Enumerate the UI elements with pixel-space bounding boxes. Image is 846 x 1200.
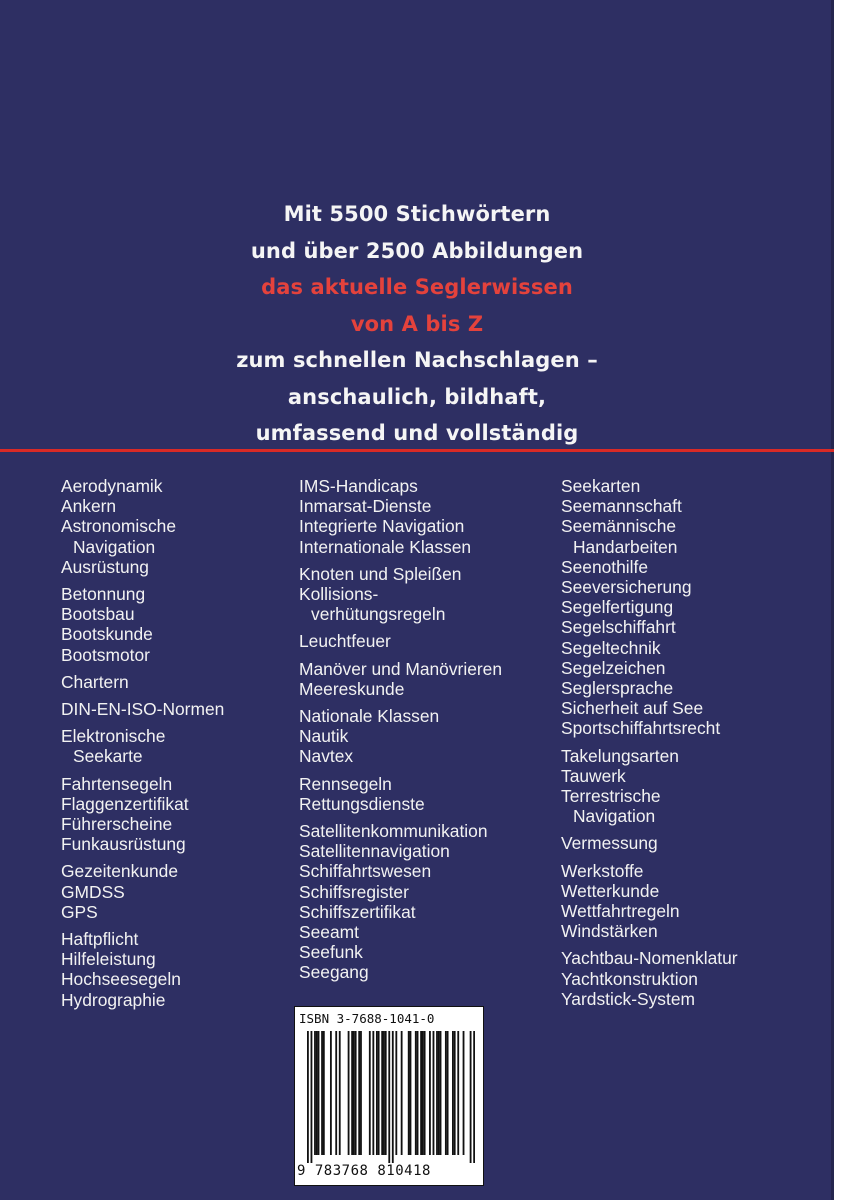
keyword-item: Werkstoffe — [561, 860, 644, 881]
keyword-item: Schiffahrtswesen — [299, 861, 432, 882]
keyword-group — [61, 584, 224, 665]
keyword-item: Fahrtensegeln — [61, 773, 173, 794]
keyword-item: Ankern — [61, 496, 117, 517]
isbn-label: ISBN 3-7688-1041-0 — [299, 1011, 435, 1026]
barcode-bar — [438, 1031, 440, 1155]
keyword-item: Seeversicherung — [561, 577, 692, 598]
keyword-group — [299, 706, 502, 767]
barcode-bar — [330, 1031, 332, 1155]
keyword-item: Kollisions- — [299, 584, 379, 605]
barcode-bar — [376, 1031, 378, 1155]
keyword-item: Nationale Klassen — [299, 706, 440, 727]
red-divider-line — [0, 449, 834, 452]
keyword-item: Betonnung — [61, 584, 146, 605]
keyword-group — [299, 631, 502, 651]
barcode-bar — [445, 1031, 447, 1155]
barcode-bar — [355, 1031, 357, 1155]
keyword-item: Wettfahrtregeln — [561, 901, 680, 922]
blurb-line-3-highlight: das aktuelle Seglerwissen — [261, 275, 573, 299]
barcode-bar — [454, 1031, 456, 1155]
keyword-item: Rettungsdienste — [299, 793, 425, 814]
keyword-item: Gezeitenkunde — [61, 861, 178, 882]
barcode-bar — [417, 1031, 419, 1155]
keyword-item: Seenothilfe — [561, 556, 649, 577]
keyword-item: Seemannschaft — [561, 496, 682, 517]
keyword-item: Navigation — [573, 806, 656, 827]
blurb-line-2: und über 2500 Abbildungen — [250, 238, 584, 263]
keyword-group — [561, 948, 738, 1009]
blurb-line-6: anschaulich, bildhaft, — [287, 384, 547, 409]
keyword-item: Vermessung — [561, 833, 658, 854]
keyword-group — [61, 726, 224, 766]
barcode-bar — [316, 1031, 318, 1155]
barcode-bar — [339, 1031, 341, 1155]
cover-blurb — [0, 196, 834, 452]
barcode-bar — [360, 1031, 362, 1155]
barcode-bar — [311, 1031, 313, 1163]
blurb-line-4-highlight: von A bis Z — [350, 311, 484, 336]
keyword-item: Satellitennavigation — [299, 841, 450, 862]
keyword-item: Satellitenkommunikation — [299, 821, 488, 842]
barcode-bar — [348, 1031, 350, 1155]
barcode-bar — [470, 1031, 472, 1163]
keyword-item: Hydrographie — [61, 989, 166, 1010]
keyword-column-1 — [61, 476, 224, 1017]
barcode-bars — [307, 1031, 475, 1163]
keyword-group — [299, 821, 502, 983]
keyword-group — [61, 774, 224, 855]
barcode-bar — [307, 1031, 309, 1163]
keyword-item: Segeltechnik — [561, 637, 661, 658]
keyword-group — [299, 564, 502, 625]
keyword-item: Seegang — [299, 962, 369, 983]
keyword-column-3 — [561, 476, 738, 1016]
keyword-item: Meereskunde — [299, 678, 405, 699]
barcode-bar — [351, 1031, 353, 1155]
keyword-item: Hilfeleistung — [61, 949, 156, 970]
keyword-item: Flaggenzertifikat — [61, 793, 189, 814]
keyword-item: Leuchtfeuer — [299, 631, 391, 652]
keyword-item: Sicherheit auf See — [561, 698, 704, 719]
barcode-bar — [323, 1031, 325, 1155]
keyword-item: Astronomische — [61, 516, 177, 537]
keyword-item: Internationale Klassen — [299, 536, 472, 557]
blurb-line-1: Mit 5500 Stichwörtern — [283, 202, 551, 226]
keyword-item: Sportschiffahrtsrecht — [561, 718, 721, 739]
keyword-item: Bootsbau — [61, 604, 135, 625]
keyword-group — [561, 746, 738, 827]
barcode-bar — [318, 1031, 320, 1155]
keyword-item: Hochseesegeln — [61, 969, 181, 990]
keyword-group — [299, 774, 502, 814]
keyword-item: Seekarte — [73, 746, 143, 767]
keyword-group — [61, 672, 224, 692]
keyword-item: Bootskunde — [61, 624, 153, 645]
barcode-bar — [395, 1031, 397, 1155]
blurb-line-7: umfassend und vollständig — [255, 421, 579, 445]
keyword-item: Funkausrüstung — [61, 834, 186, 855]
keyword-item: Führerscheine — [61, 814, 173, 835]
barcode-bar — [388, 1031, 390, 1163]
barcode-bar — [408, 1031, 410, 1155]
barcode-bar — [314, 1031, 316, 1155]
keyword-item: Seeamt — [299, 922, 359, 943]
barcode-bar — [457, 1031, 459, 1155]
keyword-item: Segelfertigung — [561, 597, 674, 618]
keyword-item: Segelschiffahrt — [561, 617, 676, 638]
keyword-item: Manöver und Manövrieren — [299, 658, 502, 679]
barcode-bar — [321, 1031, 323, 1155]
barcode-bar — [420, 1031, 422, 1155]
barcode-bar — [415, 1031, 417, 1155]
keyword-item: Yardstick-System — [561, 988, 695, 1009]
barcode-bar — [335, 1031, 337, 1155]
barcode-bar — [463, 1031, 465, 1155]
keyword-item: Rennsegeln — [299, 773, 392, 794]
keyword-item: DIN-EN-ISO-Normen — [61, 699, 225, 720]
keyword-item: Elektronische — [61, 726, 166, 747]
keyword-group — [299, 659, 502, 699]
keyword-group — [61, 476, 224, 577]
barcode-bar — [401, 1031, 403, 1155]
barcode-bar — [429, 1031, 431, 1155]
keyword-item: Schiffsregister — [299, 881, 409, 902]
barcode-bar — [436, 1031, 438, 1155]
keyword-item: Bootsmotor — [61, 644, 150, 665]
keyword-item: Knoten und Spleißen — [299, 563, 462, 584]
keyword-item: Seglersprache — [561, 678, 674, 699]
keyword-item: IMS-Handicaps — [299, 476, 418, 496]
keyword-item: Schiffszertifikat — [299, 901, 416, 922]
keyword-item: Ausrüstung — [61, 556, 149, 577]
keyword-item: Seemännische — [561, 516, 677, 537]
keyword-item: Haftpflicht — [61, 929, 139, 950]
keyword-item: Terrestrische — [561, 786, 661, 807]
keyword-item: Aerodynamik — [61, 476, 163, 496]
barcode-bar — [383, 1031, 385, 1155]
barcode-bar — [410, 1031, 412, 1155]
barcode-bar — [422, 1031, 424, 1155]
barcode-bar — [372, 1031, 374, 1155]
barcode-bar — [392, 1031, 394, 1163]
keyword-group — [61, 699, 224, 719]
keyword-item: Yachtkonstruktion — [561, 968, 698, 989]
keyword-item: Tauwerk — [561, 765, 626, 786]
keyword-item: Inmarsat-Dienste — [299, 496, 432, 517]
keyword-item: Windstärken — [561, 921, 658, 942]
barcode-bar — [447, 1031, 449, 1155]
keyword-item: Chartern — [61, 671, 129, 692]
isbn-barcode — [294, 1006, 484, 1186]
keyword-item: Nautik — [299, 726, 349, 747]
keyword-item: Seekarten — [561, 476, 641, 496]
keyword-item: Handarbeiten — [573, 536, 678, 557]
keyword-group — [61, 929, 224, 1010]
keyword-group — [61, 861, 224, 922]
keyword-group — [561, 476, 738, 739]
barcode-bar — [385, 1031, 387, 1155]
keyword-item: Seefunk — [299, 942, 363, 963]
barcode-bar — [433, 1031, 435, 1155]
keyword-item: Takelungsarten — [561, 745, 679, 766]
keyword-item: Navigation — [73, 536, 156, 557]
keyword-item: verhütungsregeln — [311, 604, 446, 625]
barcode-bar — [440, 1031, 442, 1155]
keyword-item: GMDSS — [61, 881, 125, 902]
barcode-bar — [381, 1031, 383, 1155]
barcode-bar — [424, 1031, 426, 1155]
keyword-group — [561, 861, 738, 942]
blurb-line-5: zum schnellen Nachschlagen – — [236, 348, 598, 372]
barcode-bar — [378, 1031, 380, 1155]
barcode-bar — [369, 1031, 371, 1155]
barcode-bar — [473, 1031, 475, 1163]
keyword-group — [299, 476, 502, 557]
keyword-item: GPS — [61, 901, 98, 922]
keyword-item: Navtex — [299, 746, 354, 767]
keyword-item: Integrierte Navigation — [299, 516, 465, 537]
keyword-group — [561, 833, 738, 853]
barcode-bar — [358, 1031, 360, 1155]
barcode-bar — [452, 1031, 454, 1155]
keyword-column-2 — [299, 476, 502, 990]
keyword-item: Yachtbau-Nomenklatur — [561, 948, 738, 969]
page-edge — [834, 0, 846, 1200]
barcode-bar — [353, 1031, 355, 1155]
keyword-item: Wetterkunde — [561, 880, 660, 901]
keyword-item: Segelzeichen — [561, 657, 666, 678]
ean-digits: 9 783768 810418 — [297, 1163, 431, 1179]
